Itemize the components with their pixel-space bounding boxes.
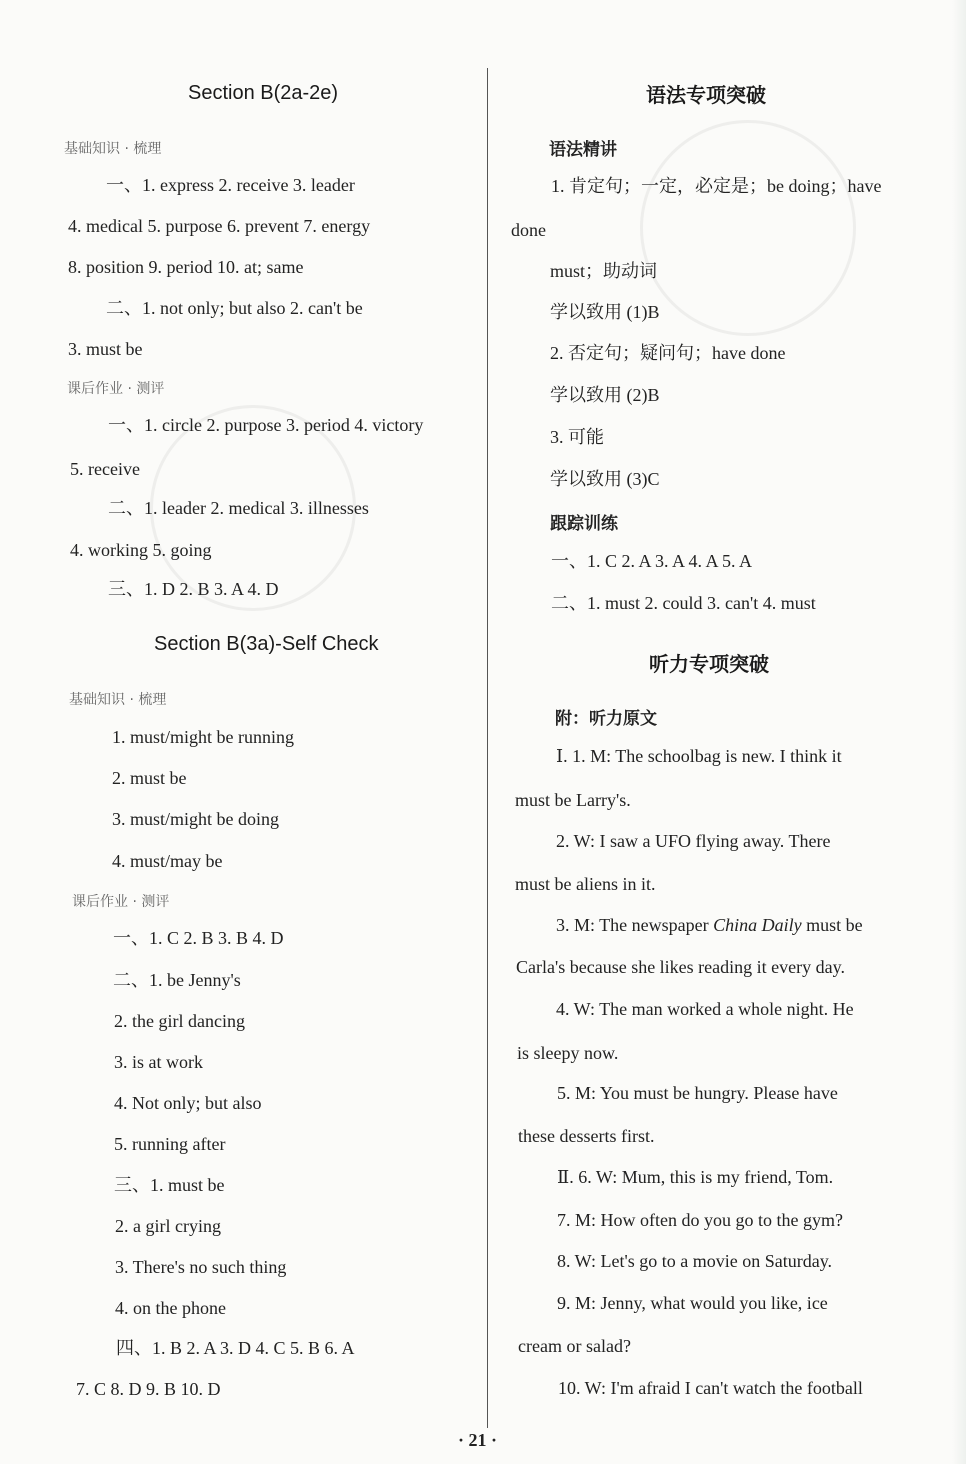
answer-line: 四、1. B 2. A 3. D 4. C 5. B 6. A (116, 1338, 355, 1358)
answer-line: 5. running after (114, 1134, 226, 1154)
answer-line: 3. must be (68, 339, 143, 359)
section-title: Section B(3a)-Self Check (154, 633, 379, 655)
script-line: cream or salad? (518, 1336, 631, 1356)
answer-line: 2. the girl dancing (114, 1011, 245, 1031)
subsection-label: 附：听力原文 (555, 709, 657, 729)
page-edge (952, 0, 966, 1464)
answer-line: 2. must be (112, 768, 187, 788)
answer-line: 1. must/might be running (112, 727, 294, 747)
script-line: 8. W: Let's go to a movie on Saturday. (557, 1251, 833, 1271)
script-line (556, 914, 863, 936)
answer-line: 二、1. leader 2. medical 3. illnesses (108, 498, 369, 518)
answer-line: 3. must/might be doing (112, 809, 280, 829)
script-line: Carla's because she likes reading it every day. (516, 957, 845, 977)
script-line: 10. W: I'm afraid I can't watch the football (558, 1378, 863, 1398)
answer-line: 5. receive (70, 459, 140, 479)
answer-line: 7. C 8. D 9. B 10. D (76, 1379, 221, 1399)
answer-line: 三、1. D 2. B 3. A 4. D (108, 579, 279, 599)
section-title: 语法专项突破 (646, 83, 766, 107)
subsection-label: 跟踪训练 (550, 514, 618, 534)
answer-line: 一、1. C 2. A 3. A 4. A 5. A (551, 551, 753, 571)
page-number: · 21 · (458, 1430, 498, 1450)
subsection-label: 基础知识 · 梳理 (64, 141, 162, 157)
answer-line: 4. on the phone (115, 1298, 226, 1318)
watermark-circle (640, 120, 856, 336)
subsection-label: 课后作业 · 测评 (67, 381, 165, 397)
section-title: Section B(2a-2e) (188, 82, 339, 104)
subsection-label: 基础知识 · 梳理 (69, 692, 167, 708)
script-line: 9. M: Jenny, what would you like, ice (557, 1293, 828, 1313)
script-text: 3. M: The newspaper (556, 915, 714, 935)
column-divider (487, 68, 488, 1428)
answer-line: 学以致用 (2)B (550, 385, 660, 405)
answer-line: 三、1. must be (114, 1175, 225, 1195)
script-line: 5. M: You must be hungry. Please have (557, 1083, 838, 1103)
answer-line: 二、1. must 2. could 3. can't 4. must (551, 593, 816, 613)
script-line: Ⅱ. 6. W: Mum, this is my friend, Tom. (557, 1167, 834, 1187)
answer-line: 1. 肯定句；一定，必定是；be doing；have (551, 176, 882, 196)
answer-line: 4. medical 5. purpose 6. prevent 7. energy (68, 216, 371, 236)
script-line: 2. W: I saw a UFO flying away. There (556, 831, 831, 851)
answer-line: must；助动词 (550, 261, 658, 281)
script-line: must be Larry's. (515, 790, 631, 810)
subsection-label: 课后作业 · 测评 (72, 894, 170, 910)
subsection-label: 语法精讲 (549, 140, 617, 160)
answer-line: 4. must/may be (112, 851, 223, 871)
script-line: 7. M: How often do you go to the gym? (557, 1210, 843, 1230)
answer-line: 二、1. not only; but also 2. can't be (106, 298, 363, 318)
answer-line: 学以致用 (1)B (550, 302, 660, 322)
answer-line: 学以致用 (3)C (550, 469, 660, 489)
answer-line: 一、1. circle 2. purpose 3. period 4. victory (108, 415, 424, 435)
answer-line: 3. is at work (114, 1052, 203, 1072)
answer-line: 3. There's no such thing (115, 1257, 287, 1277)
script-line: Ⅰ. 1. M: The schoolbag is new. I think it (556, 746, 842, 766)
answer-line: 2. 否定句；疑问句；have done (550, 343, 786, 363)
script-text: must be (801, 915, 863, 935)
section-title: 听力专项突破 (649, 652, 769, 676)
script-line: 4. W: The man worked a whole night. He (556, 999, 854, 1019)
script-line: must be aliens in it. (515, 874, 656, 894)
script-line: is sleepy now. (517, 1043, 619, 1063)
answer-line: 一、1. express 2. receive 3. leader (106, 175, 355, 195)
answer-line: 3. 可能 (550, 427, 604, 447)
answer-line: 一、1. C 2. B 3. B 4. D (113, 928, 284, 948)
answer-line: done (511, 220, 546, 240)
answer-line: 二、1. be Jenny's (113, 970, 241, 990)
answer-line: 4. working 5. going (70, 540, 212, 560)
answer-line: 4. Not only; but also (114, 1093, 262, 1113)
newspaper-title: China Daily (713, 915, 802, 935)
answer-line: 2. a girl crying (115, 1216, 221, 1236)
script-line: these desserts first. (518, 1126, 655, 1146)
answer-line: 8. position 9. period 10. at; same (68, 257, 304, 277)
